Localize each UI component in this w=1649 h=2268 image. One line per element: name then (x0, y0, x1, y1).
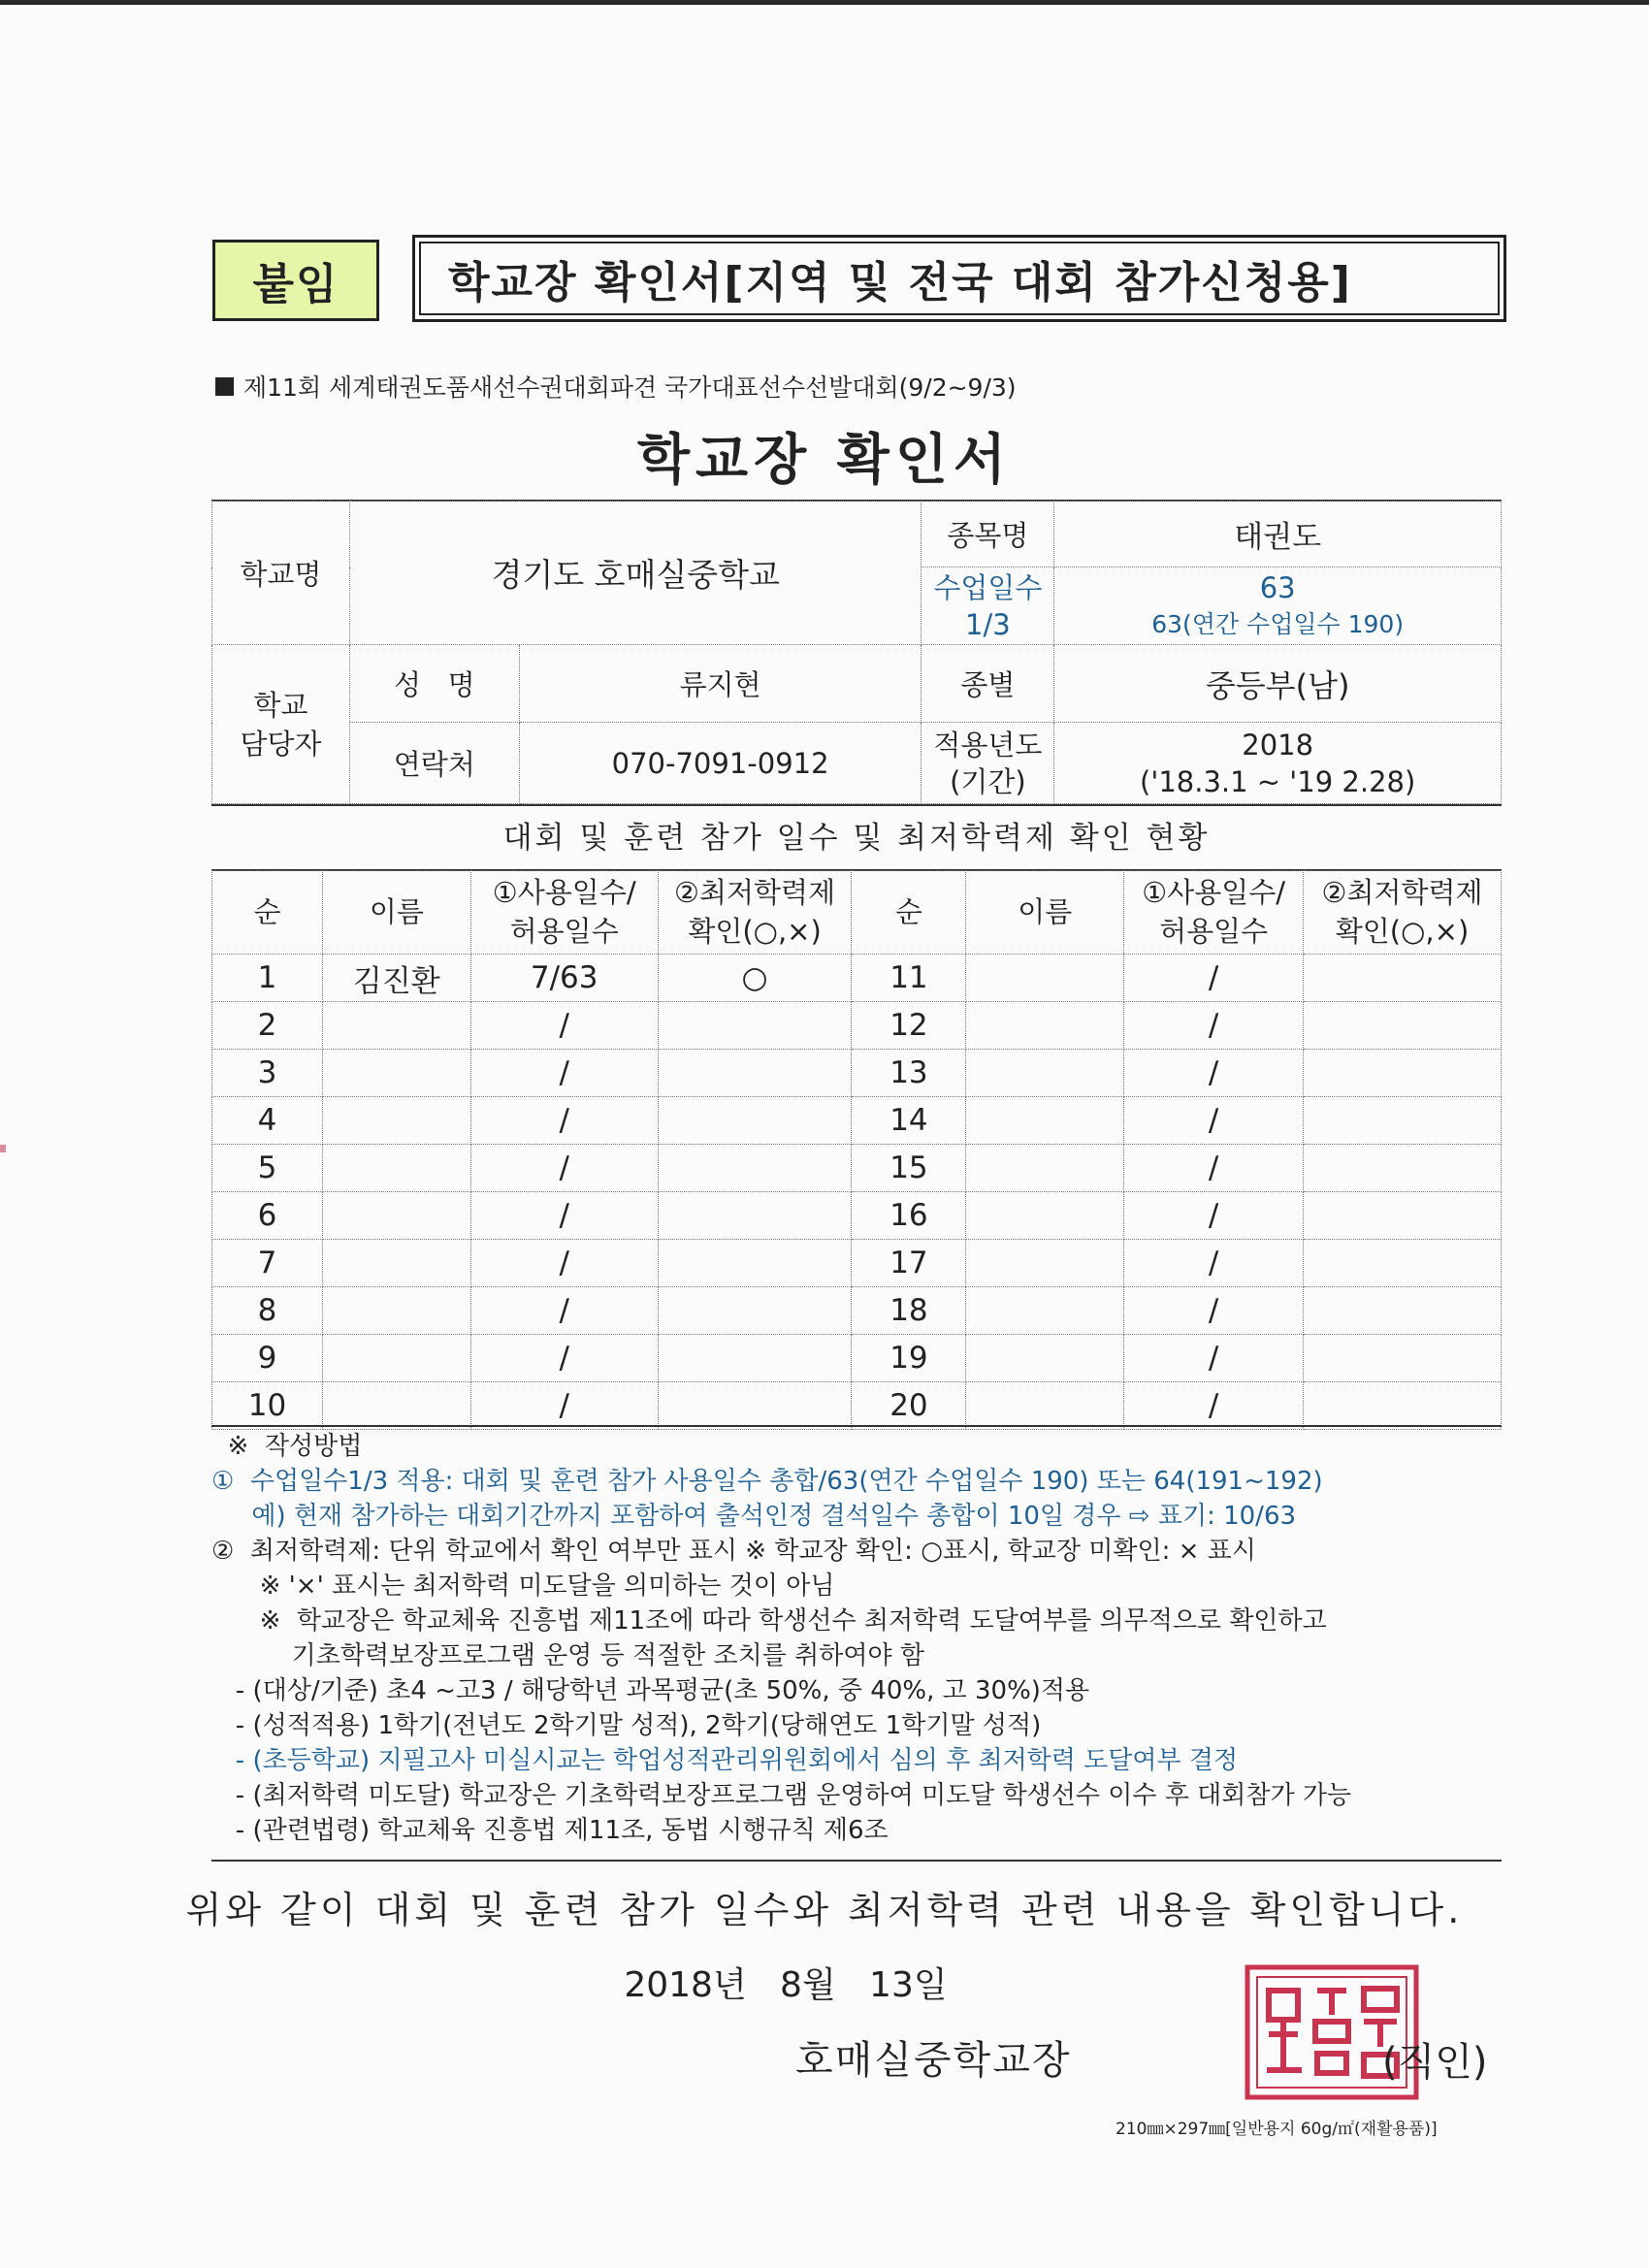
issue-date: 2018년 8월 13일 (624, 1965, 948, 2005)
instruction-line: ※ 작성방법 (211, 1432, 363, 1461)
year-label-line1: 적용년도 (933, 728, 1043, 761)
table-row (212, 1097, 1502, 1145)
row-days: / (1124, 1382, 1304, 1430)
year-period: ('18.3.1 ~ '19 2.28) (1140, 764, 1416, 798)
row-name (966, 1335, 1124, 1382)
name-value: 류지현 (519, 645, 922, 723)
event-notice-text: 제11회 세계태권도품새선수권대회파견 국가대표선수선발대회(9/2~9/3) (243, 373, 1017, 402)
seal-glyph-strokes (1267, 1989, 1397, 2076)
year-value: 2018 (1242, 728, 1314, 761)
row-check (1304, 955, 1502, 1002)
header-check-line2: 확인(○,×) (1335, 914, 1470, 948)
instruction-line: - (최저학력 미도달) 학교장은 기초학력보장프로그램 운영하여 미도달 학생선수 이수 후 대회참가 가능 (211, 1781, 1352, 1810)
row-days: / (470, 1097, 658, 1145)
manager-label-line2: 담당자 (240, 727, 322, 761)
class-days-value-cell (1054, 567, 1502, 645)
row-name (322, 1240, 470, 1287)
instruction-line: 기초학력보장프로그램 운영 등 적절한 조치를 취하여야 함 (211, 1641, 925, 1670)
row-days: / (1124, 1335, 1304, 1382)
row-days: / (1124, 1192, 1304, 1240)
row-check (658, 1287, 852, 1335)
row-check (1304, 1192, 1502, 1240)
row-check (658, 1145, 852, 1192)
row-days: / (470, 1050, 658, 1097)
attachment-label: 붙임 (212, 240, 379, 321)
row-no: 12 (852, 1002, 966, 1050)
event-notice (215, 369, 1017, 404)
header-name: 이름 (322, 871, 470, 955)
signer-title: 호매실중학교장 (795, 2038, 1072, 2083)
header-days-line2: 허용일수 (509, 914, 619, 948)
table-row (212, 1192, 1502, 1240)
row-name (966, 1002, 1124, 1050)
doc-heading: 학교장 확인서[지역 및 전국 대회 참가신청용] (419, 242, 1500, 315)
row-days: / (470, 1145, 658, 1192)
row-name (322, 1287, 470, 1335)
row-check (1304, 1002, 1502, 1050)
scan-mark (0, 1145, 6, 1152)
square-bullet-icon (215, 377, 234, 396)
row-no: 6 (212, 1192, 323, 1240)
row-no: 16 (852, 1192, 966, 1240)
row-name: 김진환 (322, 955, 470, 1002)
instruction-line: - (초등학교) 지필고사 미실시교는 학업성적관리위원회에서 심의 후 최저학력 도달여부 결정 (211, 1746, 1239, 1775)
rule (211, 1425, 1502, 1427)
table-row (212, 1145, 1502, 1192)
class-days-label-line2: 1/3 (965, 607, 1011, 641)
header-days-line1: ①사용일수/ (1142, 876, 1286, 910)
sport-label: 종목명 (922, 502, 1054, 567)
row-name (966, 1240, 1124, 1287)
row-no: 11 (852, 955, 966, 1002)
row-check (658, 1192, 852, 1240)
sport-value: 태권도 (1054, 502, 1502, 567)
main-title: 학교장 확인서 (636, 429, 1013, 492)
row-no: 17 (852, 1240, 966, 1287)
instruction-line: 예) 현재 참가하는 대회기간까지 포함하여 출석인정 결석일수 총합이 10일 경우 ⇨ 표기: 10/63 (211, 1502, 1297, 1531)
contact-label: 연락처 (349, 723, 519, 804)
header-days-line1: ①사용일수/ (492, 876, 636, 910)
table-row (212, 955, 1502, 1002)
row-name (322, 1192, 470, 1240)
row-no: 10 (212, 1382, 323, 1430)
row-check (1304, 1382, 1502, 1430)
row-check (1304, 1287, 1502, 1335)
contact-value: 070-7091-0912 (519, 723, 922, 804)
instruction-line: - (관련법령) 학교체육 진흥법 제11조, 동법 시행규칙 제6조 (211, 1816, 889, 1845)
row-check (1304, 1050, 1502, 1097)
category-label: 종별 (922, 645, 1054, 723)
row-no: 18 (852, 1287, 966, 1335)
info-table (211, 501, 1502, 804)
instruction-line: ① 수업일수1/3 적용: 대회 및 훈련 참가 사용일수 총합/63(연간 수업일수 190) 또는 64(191~192) (211, 1467, 1323, 1496)
row-no: 1 (212, 955, 323, 1002)
row-name (322, 1002, 470, 1050)
instruction-line: - (대상/기준) 초4 ~고3 / 해당학년 과목평균(초 50%, 중 40%, 고 30%)적용 (211, 1676, 1090, 1705)
row-name (966, 1382, 1124, 1430)
row-name (322, 1050, 470, 1097)
row-days: / (1124, 955, 1304, 1002)
row-no: 14 (852, 1097, 966, 1145)
class-days-label (922, 567, 1054, 645)
table-row (212, 1335, 1502, 1382)
instruction-line: - (성적적용) 1학기(전년도 2학기말 성적), 2학기(당해연도 1학기말 성적) (211, 1711, 1042, 1740)
table-row (212, 1240, 1502, 1287)
row-no: 13 (852, 1050, 966, 1097)
row-days: / (470, 1240, 658, 1287)
confirmation-statement: 위와 같이 대회 및 훈련 참가 일수와 최저학력 관련 내용을 확인합니다. (185, 1889, 1464, 1931)
manager-label (212, 645, 350, 804)
row-no: 7 (212, 1240, 323, 1287)
table-row (212, 1287, 1502, 1335)
row-days: / (1124, 1145, 1304, 1192)
doc-heading-box (412, 235, 1506, 322)
school-label: 학교명 (212, 502, 350, 645)
row-name (966, 1050, 1124, 1097)
row-name (966, 1287, 1124, 1335)
row-name (322, 1382, 470, 1430)
year-value-cell (1054, 723, 1502, 804)
header-check-line1: ②최저학력제 (1321, 876, 1483, 910)
row-no: 5 (212, 1145, 323, 1192)
scan-top-border (0, 0, 1649, 5)
class-days-value: 63 (1259, 570, 1296, 604)
row-days: / (1124, 1287, 1304, 1335)
header-days (1124, 871, 1304, 955)
row-no: 8 (212, 1287, 323, 1335)
row-days: / (1124, 1050, 1304, 1097)
name-label: 성 명 (349, 645, 519, 723)
table-row (212, 1050, 1502, 1097)
row-days: / (1124, 1002, 1304, 1050)
participation-table (211, 870, 1502, 1430)
row-no: 15 (852, 1145, 966, 1192)
instruction-line: ※ '×' 표시는 최저학력 미도달을 의미하는 것이 아님 (211, 1571, 835, 1601)
row-no: 20 (852, 1382, 966, 1430)
seal-mark-label: (직인) (1382, 2040, 1488, 2085)
table-row (212, 1382, 1502, 1430)
row-no: 2 (212, 1002, 323, 1050)
year-label (922, 723, 1054, 804)
header-no: 순 (852, 871, 966, 955)
row-days: / (1124, 1097, 1304, 1145)
header-days (470, 871, 658, 955)
row-no: 3 (212, 1050, 323, 1097)
row-check (1304, 1097, 1502, 1145)
category-value: 중등부(남) (1054, 645, 1502, 723)
row-name (966, 1097, 1124, 1145)
row-check (658, 1240, 852, 1287)
row-days: / (1124, 1240, 1304, 1287)
row-check: ○ (658, 955, 852, 1002)
header-check-line1: ②최저학력제 (674, 876, 836, 910)
row-days: / (470, 1002, 658, 1050)
header-name: 이름 (966, 871, 1124, 955)
row-days: / (470, 1382, 658, 1430)
header-check (1304, 871, 1502, 955)
row-check (1304, 1335, 1502, 1382)
header-check (658, 871, 852, 955)
header-no: 순 (212, 871, 323, 955)
row-name (966, 1192, 1124, 1240)
paper-spec-footer: 210㎜×297㎜[일반용지 60g/㎡(재활용품)] (1116, 2120, 1438, 2139)
header-days-line2: 허용일수 (1159, 914, 1269, 948)
row-no: 4 (212, 1097, 323, 1145)
table-row (212, 1002, 1502, 1050)
rule (211, 804, 1502, 806)
instructions (211, 1429, 1521, 1848)
row-days: 7/63 (470, 955, 658, 1002)
row-no: 19 (852, 1335, 966, 1382)
class-days-note: 63(연간 수업일수 190) (1151, 609, 1405, 638)
row-name (322, 1145, 470, 1192)
manager-label-line1: 학교 (253, 688, 308, 722)
row-check (658, 1050, 852, 1097)
instruction-line: ※ 학교장은 학교체육 진흥법 제11조에 따라 학생선수 최저학력 도달여부를 의무적으로 확인하고 (211, 1606, 1327, 1636)
row-check (658, 1382, 852, 1430)
row-name (322, 1335, 470, 1382)
row-name (966, 955, 1124, 1002)
header-check-line2: 확인(○,×) (688, 914, 822, 948)
rule (211, 1860, 1502, 1862)
school-name: 경기도 호매실중학교 (349, 502, 922, 645)
row-check (658, 1097, 852, 1145)
row-check (658, 1335, 852, 1382)
row-name (966, 1145, 1124, 1192)
row-no: 9 (212, 1335, 323, 1382)
row-check (1304, 1145, 1502, 1192)
year-label-line2: (기간) (950, 764, 1026, 798)
table-title: 대회 및 훈련 참가 일수 및 최저학력제 확인 현황 (502, 821, 1211, 856)
row-days: / (470, 1335, 658, 1382)
instruction-line: ② 최저학력제: 단위 학교에서 확인 여부만 표시 ※ 학교장 확인: ○표시, 학교장 미확인: × 표시 (211, 1537, 1256, 1566)
row-days: / (470, 1192, 658, 1240)
row-check (658, 1002, 852, 1050)
class-days-label-line1: 수업일수 (933, 570, 1043, 604)
row-check (1304, 1240, 1502, 1287)
row-days: / (470, 1287, 658, 1335)
row-name (322, 1097, 470, 1145)
